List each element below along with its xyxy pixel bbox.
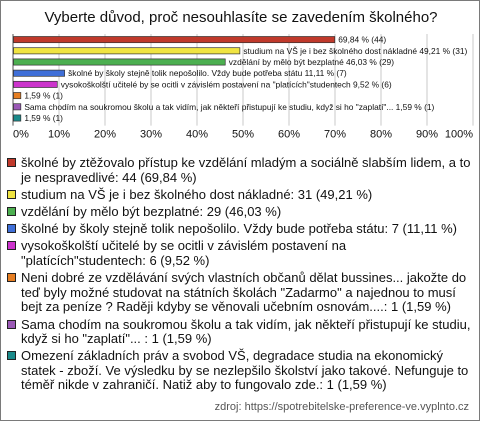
legend-item <box>7 349 473 393</box>
legend-text: Omezení základních práv a svobod VŠ, degradace studia na ekonomický statek - zboží. Ve výsledku by se nezlepšilo školství jako takové. Nefunguje to téměř nikde v zahraničí. Natiž aby to fungovalo zde.: 1 (1,59 %) <box>21 348 469 393</box>
bar <box>14 48 240 54</box>
bar <box>14 59 226 65</box>
legend-text: Neni dobré ze vzdělávání svých vlastních občanů dělat bussines... jakožte do teď byly možné studovat na státních školách "Zadarmo" a najednou to musí bejt za peníze ? Raději kdyby se věnovali učebním osnovám....: 1 (1,59 %) <box>21 270 467 315</box>
legend-item <box>7 205 473 220</box>
legend-text: Sama chodím na soukromou školu a tak vidím, jak někteří přistupují ke studiu, když si ho "zaplatí"... : 1 (1,59 %) <box>21 316 471 347</box>
legend-swatch <box>7 158 16 167</box>
legend-item <box>7 156 473 185</box>
bar-chart <box>1 1 480 161</box>
legend-swatch <box>7 207 16 216</box>
legend-text: studium na VŠ je i bez školného dost nákladné: 31 (49,21 %) <box>21 186 373 202</box>
bar-value-label: Sama chodím na soukromou školu a tak vidím, jak někteří přistupují ke studiu, když si ho "zaplatí"... 1,59 % (1) <box>24 101 435 112</box>
source-note: zdroj: https://spotrebitelske-preference-ve.vyplnto.cz <box>214 401 469 413</box>
legend-item <box>7 318 473 347</box>
x-tick-label: 80% <box>369 128 393 141</box>
legend-swatch <box>7 273 16 282</box>
legend-item <box>7 239 473 268</box>
x-tick-labels <box>13 129 473 141</box>
bar <box>14 115 21 121</box>
bar-value-label: vzdělání by mělo být bezplatné 46,03 % (29) <box>228 57 395 67</box>
x-tick-label: 0% <box>13 128 29 141</box>
legend-text: vysokoškolští učitelé by se ocitli v závislém postavení na "platících"studentech: 6 (9,52 %) <box>21 238 347 268</box>
legend-text: vzdělání by mělo být bezplatné: 29 (46,03 %) <box>21 203 282 219</box>
x-tick-label: 30% <box>139 128 163 141</box>
legend-swatch <box>7 351 16 360</box>
bar-value-label: 69,84 % (44) <box>338 34 387 45</box>
legend-swatch <box>7 224 16 233</box>
bar-value-label: studium na VŠ je i bez školného dost nákladné 49,21 % (31) <box>243 45 468 56</box>
legend-item <box>7 271 473 315</box>
x-tick-label: 20% <box>93 128 117 141</box>
bar-value-label: školné by školy stejně tolik nepošolilo. Vždy bude potřeba státu 11,11 % (7) <box>68 68 347 79</box>
legend-swatch <box>7 320 16 329</box>
bar <box>14 104 21 110</box>
x-tick-label: 60% <box>277 128 301 141</box>
legend-swatch <box>7 241 16 250</box>
x-tick-label: 70% <box>323 128 347 141</box>
legend <box>7 156 473 396</box>
legend-swatch <box>7 190 16 199</box>
x-tick-label: 90% <box>415 128 439 141</box>
x-tick-label: 100% <box>444 128 473 141</box>
bar <box>14 37 335 43</box>
bar <box>14 93 21 99</box>
x-tick-label: 50% <box>231 128 255 141</box>
legend-item <box>7 222 473 237</box>
legend-text: školné by ztěžovalo přístup ke vzdělání mladým a sociálně slabším lidem, a to je nespravedlivé: 44 (69,84 %) <box>21 155 471 185</box>
x-tick-label: 40% <box>185 128 209 141</box>
bar <box>14 81 58 87</box>
chart-title: Vyberte důvod, proč nesouhlasíte se zavedením školného? <box>44 9 438 26</box>
bar-value-label: 1,59 % (1) <box>24 113 63 123</box>
legend-item <box>7 188 473 203</box>
bar <box>14 70 65 76</box>
bar-value-label: 1,59 % (1) <box>24 90 63 101</box>
bar-value-label: vysokoškolští učitelé by se ocitli v závislém postavení na "platících"studentech 9,52 % (6) <box>60 79 392 90</box>
x-tick-label: 10% <box>47 128 71 141</box>
legend-text: školné by školy stejně tolik nepošolilo. Vždy bude potřeba státu: 7 (11,11 %) <box>21 221 457 237</box>
